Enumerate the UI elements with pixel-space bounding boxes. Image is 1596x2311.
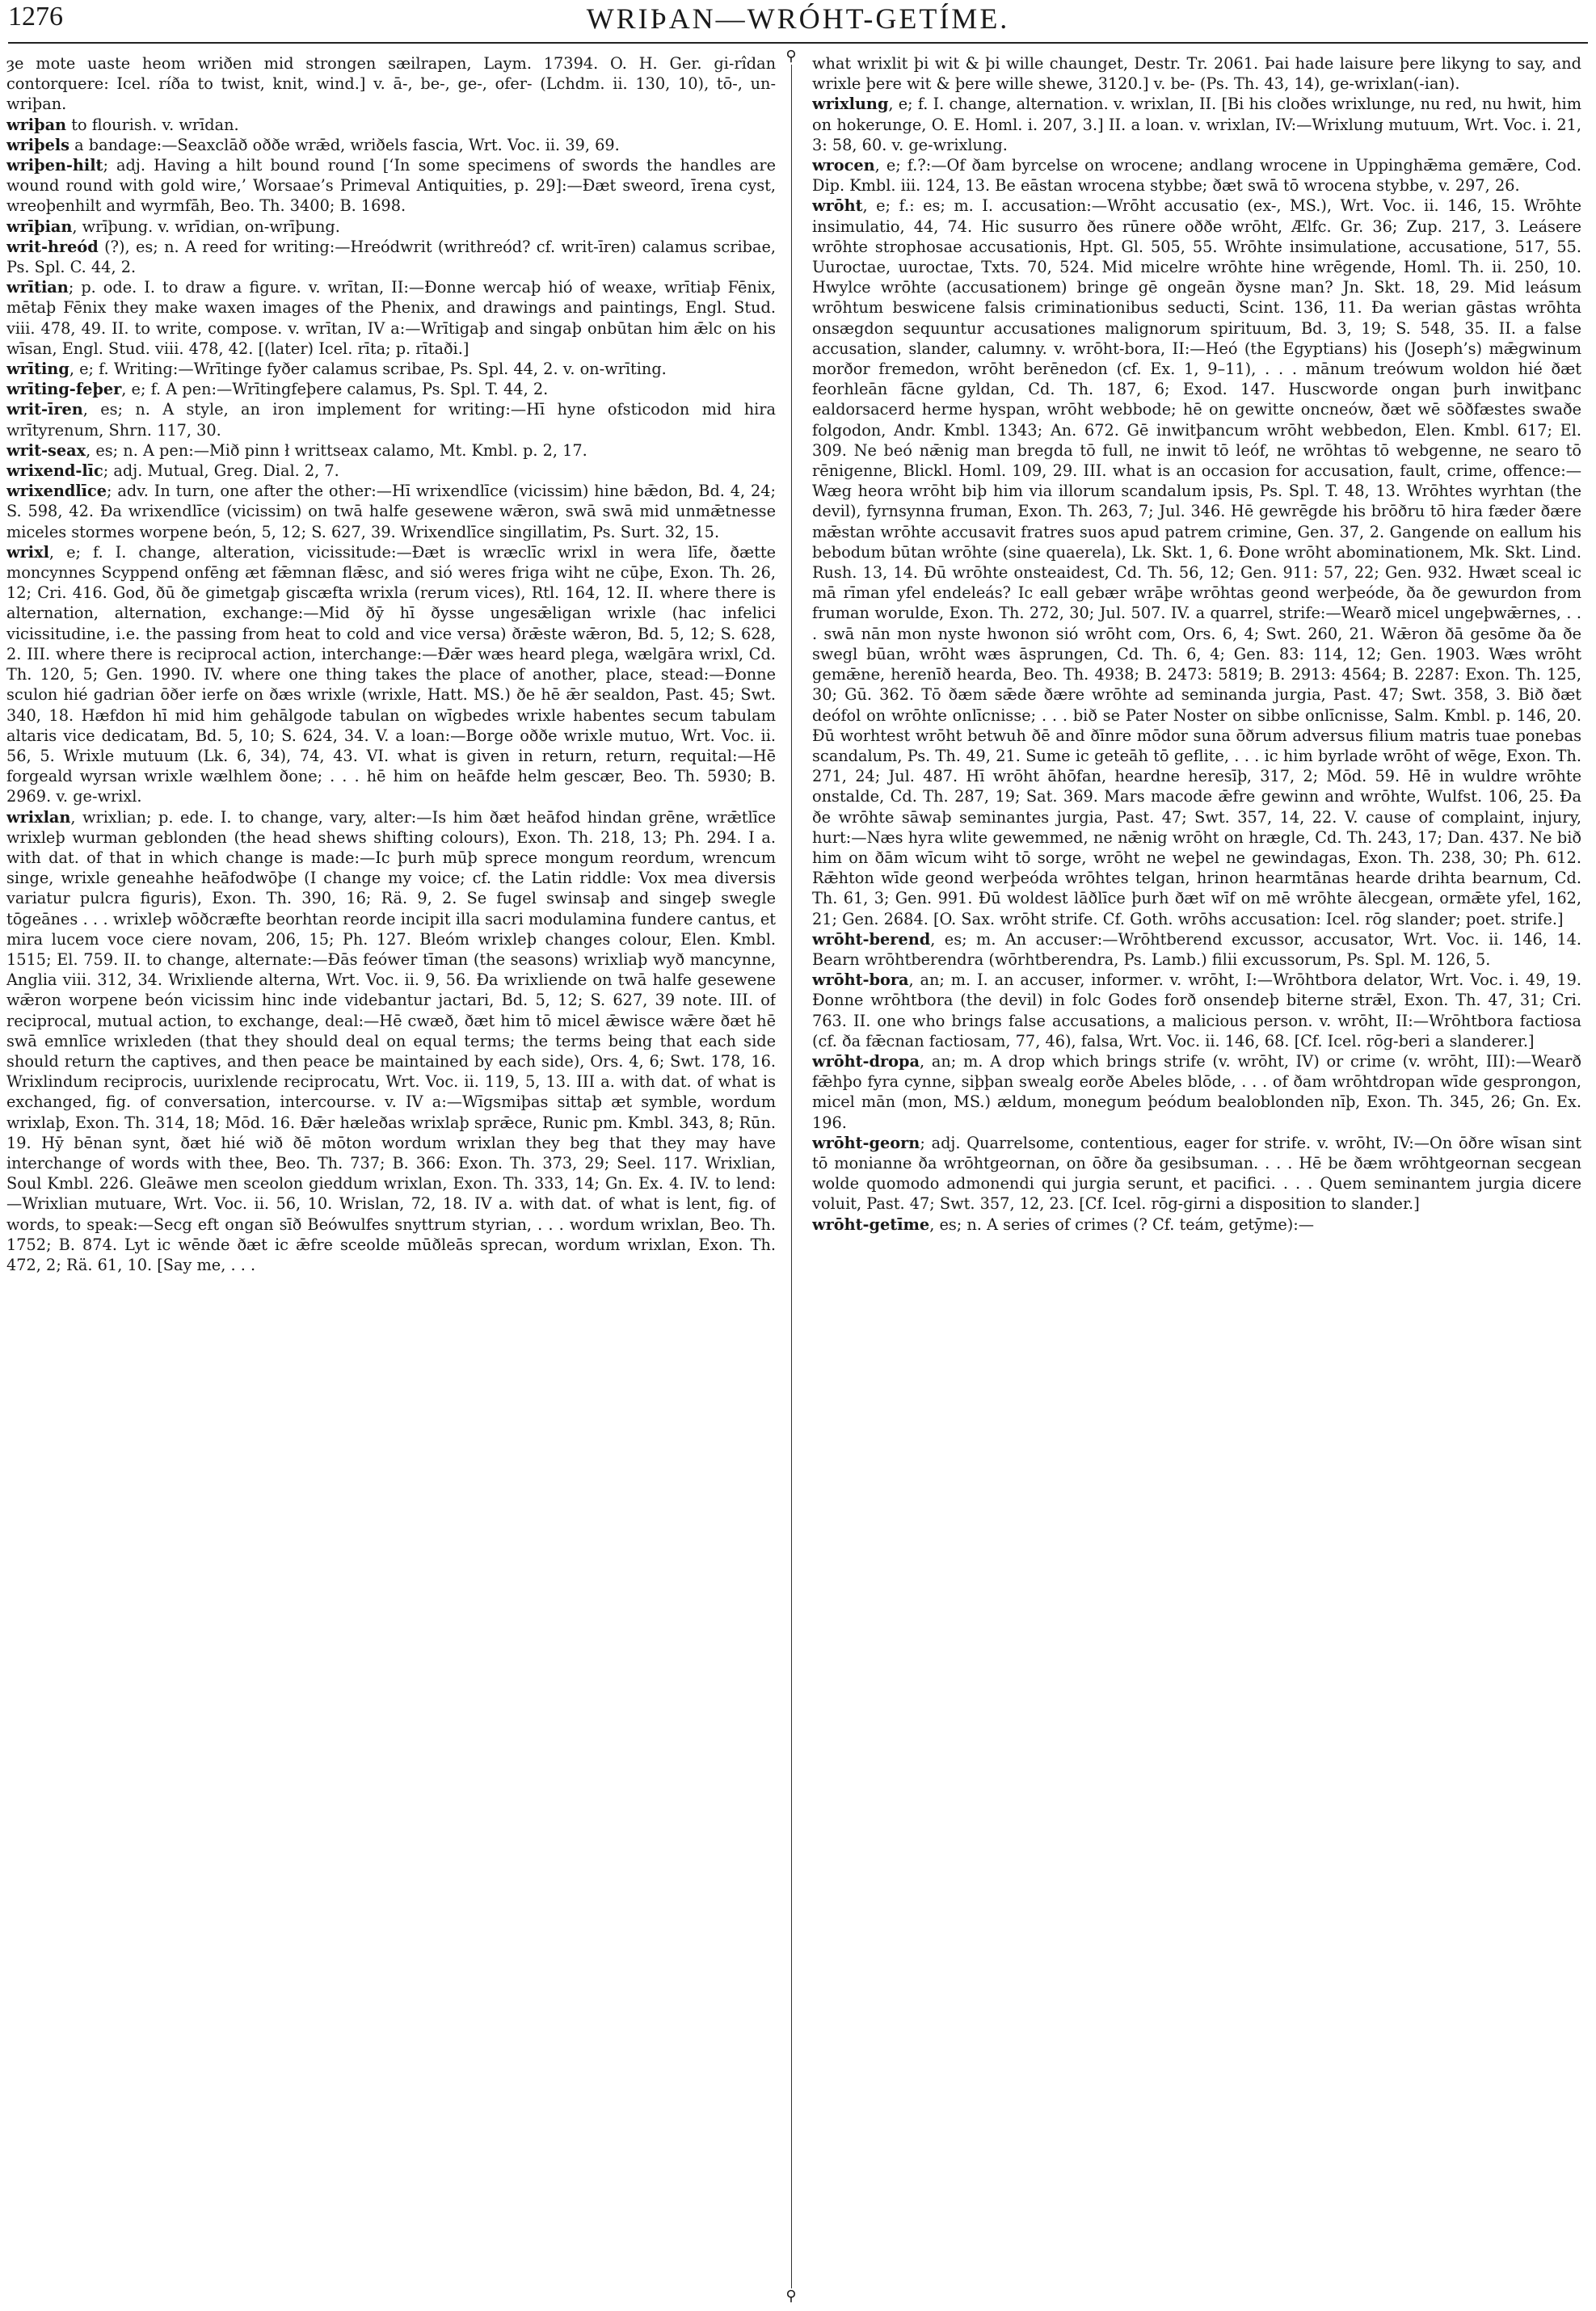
entry-headword: writ-seax	[6, 440, 86, 460]
entry-headword: wrōht-georn	[812, 1133, 920, 1152]
entry-headword: wrōht	[812, 196, 863, 216]
dictionary-entry	[6, 53, 776, 115]
entry-text: , an; m. I. an accuser, informer. v. wrōht, I:—Wrōhtbora delator, Wrt. Voc. i. 49, 19. Ðonne wrōhtbora (the devil) in folc Godes forð onsendeþ biterne strǣl, Exon. Th. 47, 31; Cri. 763. II. one who brings false accusations, a malicious person. v. wrōht, II:—Wrōhtbora factiosa (cf. ða fǣcnan factiosam, 77, 46), falsa, Wrt. Voc. ii. 146, 68. [Cf. Icel. rōg-beri a slanderer.]	[812, 970, 1581, 1050]
dictionary-entry	[6, 807, 776, 1276]
dictionary-entry	[6, 359, 776, 379]
entry-text: , e; f.?:—Of ðam byrcelse on wrocene; andlang wrocene in Uppinghǣma gemǣre, Cod. Dip. Kmbl. iii. 124, 13. Be eāstan wrocena stybbe; ðæt swā tō wrocena stybbe, v. 297, 26.	[812, 156, 1581, 196]
entry-text: , wrīþung. v. wrīdian, on-wrīþung.	[72, 217, 340, 236]
entry-headword: wriþen-hilt	[6, 156, 103, 175]
entry-text: , es; m. An accuser:—Wrōhtberend excussor, accusator, Wrt. Voc. ii. 146, 14. Bearn wrōhtberendra (wōrhtberendra, Ps. Lamb.) filii excussorum, Ps. Spl. M. 126, 5.	[812, 929, 1581, 969]
dictionary-entry	[6, 461, 776, 481]
entry-text: ; adv. In turn, one after the other:—Hī wrixendlīce (vicissim) hine bǣdon, Bd. 4, 24; S. 598, 42. Ða wrixendlīce (vicissim) on twā halfe gesewene wǣron, swā swā mid unmǣtnesse miceles stormes worpene beón, 5, 12; S. 627, 39. Wrixendlīce singillatim, Ps. Surt. 32, 15.	[6, 482, 776, 541]
entry-headword: writ-hreód	[6, 237, 99, 256]
dictionary-entry	[6, 440, 776, 461]
entry-headword: wrixendlīce	[6, 482, 107, 501]
entry-text: ; adj. Quarrelsome, contentious, eager for strife. v. wrōht, IV:—On ōðre wīsan sint tō monianne ða wrōhtgeornan, on ōðre ða gesibsuman. . . . Hē be ðæm wrōhtgeornan secgean wolde quomodo admonendi qui jurgia serunt, et pacifici. . . . Quem seminantem jurgia dicere voluit, Past. 47; Swt. 357, 12, 23. [Cf. Icel. rōg-girni a disposition to slander.]	[812, 1133, 1581, 1214]
dictionary-entry	[812, 53, 1581, 94]
dictionary-entry	[6, 237, 776, 277]
dictionary-entry	[6, 135, 776, 155]
entry-headword: wrīting-feþer	[6, 380, 122, 399]
entry-text: ȝe mote uaste heom wriðen mid strongen sæilrapen, Laym. 17394. O. H. Ger. gi-rîdan contorquere: Icel. ríða to twist, knit, wind.] v. ā-, be-, ge-, ofer- (Lchdm. ii. 130, 10), tō-, un-wriþan.	[6, 54, 776, 114]
entry-headword: wrixl	[6, 542, 49, 562]
entry-headword: wrōht-dropa	[812, 1051, 920, 1071]
dictionary-entry	[812, 1051, 1581, 1133]
entry-text: , e; f. I. change, alteration, vicissitude:—Ðæt is wræclīc wrixl in wera līfe, ðætte moncynnes Scyppend onfēng æt fǣmnan flǣsc, and sió weres friga wiht ne cūþe, Exon. Th. 26, 12; Cri. 416. God, ðū ðe gimetgaþ giscæfta wrixla (rerum vices), Rtl. 164, 12. II. where there is alternation, alternation, exchange:—Mid ðȳ hī ðysse ungesǣligan wrixle (hac infelici vicissitudine, i.e. the passing from heat to cold and vice versa) ðrǣste wǣron, Bd. 5, 12; S. 628, 2. III. where there is reciprocal action, interchange:—Ðǣr wæs heard plega, wælgāra wrixl, Cd. Th. 120, 5; Gen. 1990. IV. where one thing takes the place of another, place, stead:—Ðonne sculon hié gadrian ōðer ierfe on ðæs wrixle (wrixle, Hatt. MS.) ðe hē ǣr sealdon, Past. 45; Swt. 340, 18. Hæfdon hī mid him gehālgode tabulan on wīgbedes wrixle habentes secum tabulam altaris vice dedicatam, Bd. 5, 10; S. 624, 34. V. a loan:—Borge oððe wrixle mutuo, Wrt. Voc. ii. 56, 5. Wrixle mutuum (Lk. 6, 34), 74, 43. VI. what is given in return, return, requital:—Hē forgeald wyrsan wrixle wælhlem ðone; . . . hē him on heāfde helm gescær, Beo. Th. 5930; B. 2969. v. ge-wrixl.	[6, 542, 776, 806]
entry-text: , es; n. A style, an iron implement for writing:—Hī hyne ofsticodon mid hira wrītyrenum, Shrn. 117, 30.	[6, 400, 776, 440]
entry-headword: wrīting	[6, 360, 69, 379]
entry-text: , e; f. Writing:—Wrītinge fyðer calamus scribae, Ps. Spl. 44, 2. v. on-wrīting.	[69, 360, 667, 379]
entry-headword: wriþels	[6, 135, 70, 154]
dictionary-entry	[812, 1214, 1581, 1235]
running-head: WRIÞAN—WRÓHT-GETÍME.	[586, 2, 1010, 35]
dictionary-entry	[6, 217, 776, 237]
entry-headword: wrītian	[6, 278, 69, 297]
dictionary-entry	[6, 277, 776, 359]
dictionary-entry	[812, 970, 1581, 1051]
entry-text: , wrixlian; p. ede. I. to change, vary, alter:—Is him ðæt heāfod hindan grēne, wrǣtlīce wrixleþ wurman geblonden (the head shews shifting colours), Exon. Th. 218, 13; Ph. 294. I a. with dat. of that in which change is made:—Ic þurh mūþ sprece mongum reordum, wrencum singe, wrixle geneahhe heāfodwōþe (I change my voice; cf. the Latin riddle: Vox mea diversis variatur pulcra figuris), Exon. Th. 390, 16; Rä. 9, 2. Se fugel swinsaþ and singeþ swegle tōgeānes . . . wrixleþ wōðcræfte beorhtan reorde incipit illa sacri modulamina fundere cantus, et mira lucem voce ciere novam, 206, 15; Ph. 127. Bleóm wrixleþ changes colour, Elen. Kmbl. 1515; El. 759. II. to change, alternate:—Ðās feówer tīman (the seasons) wrixliaþ wyð mancynne, Anglia viii. 312, 34. Wrixliende alterna, Wrt. Voc. ii. 9, 56. Ða wrixliende on twā halfe gesewene wǣron worpene beón vicissim hinc inde videbantur jactari, Bd. 5, 12; S. 627, 39 note. III. of reciprocal, mutual action, to exchange, deal:—Hē cwæð, ðæt him tō micel ǣwisce wǣre ðæt hē swā emnlīce wrixleden (that they should deal on equal terms; the terms being that each side should return the captives, and then peace be maintained by each side), Ors. 4, 6; Swt. 178, 16. Wrixlindum reciprocis, uurixlende reciprocatu, Wrt. Voc. ii. 119, 5, 13. III a. with dat. of what is exchanged, fig. of conversation, intercourse. v. IV a:—Wīgsmiþas sittaþ æt symble, wordum wrixlaþ, Exon. Th. 314, 18; Mōd. 16. Ðǣr hæleðas wrixlaþ sprǣce, Runic pm. Kmbl. 343, 8; Rūn. 19. Hȳ bēnan synt, ðæt hié wið ðē mōton wordum wrixlan they beg that they may have interchange of words with thee, Beo. Th. 737; B. 366: Exon. Th. 373, 29; Seel. 117. Wrixlian, Soul Kmbl. 226. Gleāwe men sceolon gieddum wrixlan, Exon. Th. 333, 14; Gn. Ex. 4. IV. to lend:—Wrixlian mutuare, Wrt. Voc. ii. 56, 10. Wrislan, 72, 18. IV a. with dat. of what is lent, fig. of words, to speak:—Secg eft ongan sīð Beówulfes snyttrum styrian, . . . wordum wrixlan, Beo. Th. 1752; B. 874. Lyt ic wēnde ðæt ic ǣfre sceolde mūðleās sprecan, wordum wrixlan, Exon. Th. 472, 2; Rä. 61, 10. [Say me, . . .	[6, 807, 776, 1274]
entry-headword: wrīþian	[6, 217, 73, 236]
dictionary-entry	[6, 115, 776, 135]
entry-text: ; adj. Having a hilt bound round [‘In some specimens of swords the handles are wound round with gold wire,’ Worsaae’s Primeval Antiquities, p. 29]:—Ðæt sweord, īrena cyst, wreoþenhilt and wyrmfāh, Beo. Th. 3400; B. 1698.	[6, 156, 776, 216]
entry-headword: wrōht-getīme	[812, 1214, 930, 1234]
entry-text: ; p. ode. I. to draw a figure. v. wrītan, II:—Ðonne wercaþ hió of weaxe, wrītiaþ Fēnix, mētaþ Fēnix they make waxen images of the Phenix, and drawings and paintings, Engl. Stud. viii. 478, 49. II. to write, compose. v. wrītan, IV a:—Wrītigaþ and singaþ onbūtan him ǣlc on his wīsan, Engl. Stud. viii. 478, 42. [(later) Icel. rīta; p. rītaði.]	[6, 278, 776, 358]
entry-text: , e; f.: es; m. I. accusation:—Wrōht accusatio (ex-, MS.), Wrt. Voc. ii. 146, 15. Wrōhte insimulatio, 44, 74. Hic susurro ðes rūnere oððe wrōht, Ælfc. Gr. 36; Zup. 217, 3. Leásere wrōhte strophosae accusationis, Hpt. Gl. 505, 55. Wrōhte insimulatione, accusatione, 517, 55. Uuroctae, uuroctae, Txts. 70, 524. Mid micelre wrōhte hine wrēgende, Homl. Th. ii. 250, 10. Hwylce wrōhte (accusationem) bringe gē ongeān ðysne man? Jn. Skt. 18, 29. Mid leásum wrōhtum beswicene falsis criminationibus seducti, Scint. 136, 11. Ða werian gāstas wrōhta onsægdon sequuntur accusationes malignorum spirituum, Bd. 3, 19; S. 548, 35. II. a false accusation, slander, calumny. v. wrōht-bora, II:—Heó (the Egyptians) his (Joseph’s) mǣgwinum morðor fremedon, wrōht berēnedon (cf. Ex. 1, 9–11), . . . mānum treówum woldon hié ðæt feorhleān fācne gyldan, Cd. Th. 187, 6; Exod. 147. Huscworde ongan þurh inwitþanc ealdorsacerd herme hyspan, wrōht webbode; hē on gewitte oncneów, ðæt wē sōðfæstes swaðe folgodon, Andr. Kmbl. 1343; An. 672. Gē inwitþancum wrōht webbedon, Elen. Kmbl. 617; El. 309. Ne beó nǣnig man bregda tō full, ne inwit tō leóf, ne wrōhtas tō webgenne, ne searo tō rēnigenne, Blickl. Homl. 109, 29. III. what is an occasion for accusation, fault, crime, offence:—Wæg heora wrōht biþ him via illorum scandalum ipsis, Ps. Spl. T. 48, 13. Wrōhtes wyrhtan (the devil), fyrnsynna fruman, Exon. Th. 263, 7; Jul. 346. Hē gewrēgde his brōðru tō hira fæder ðære mǣstan wrōhte accusavit fratres suos apud patrem crimine, Gen. 37, 2. Gangende on eallum his bebodum būtan wrōhte (sine quaerela), Lk. Skt. 1, 6. Ðone wrōht abominationem, Mk. Skt. Lind. Rush. 13, 14. Ðū wrōhte onsteaidest, Cd. Th. 56, 12; Gen. 911: 57, 22; Gen. 932. Hwæt sceal ic mā rīman yfel endeleás? Ic eall gebær wrāþe wrōhtas geond werþeóde, ða ðe gewurdon from fruman woruldе, Exon. Th. 272, 30; Jul. 507. IV. a quarrel, strife:—Wearð micel ungeþwǣrnes, . . . swā nān mon nyste hwonon sió wrōht com, Ors. 6, 4; Swt. 260, 21. Wǣron ðā gesōme ða ðe swegl būan, wrōht wæs āsprungen, Cd. Th. 6, 4; Gen. 83: 114, 12; Gen. 1903. Wæs wrōht gemǣne, herenīð hearda, Beo. Th. 4938; B. 2473: 5819; B. 2913: 4564; B. 2287: Exon. Th. 125, 30; Gū. 362. Tō ðæm sǣde ðære wrōhte ad seminanda jurgia, Past. 47; Swt. 358, 3. Bið ðæt deófol on wrōhte onlīcnisse; . . . bið se Pater Noster on sibbe onlīcnisse, Salm. Kmbl. p. 146, 20. Ðū worhtest wrōht betwuh ðē and ðīnre mōdor suna ōðrum adversus filium matris tuae ponebas scandalum, Ps. Th. 49, 21. Sume ic geteāh tō geflite, . . . ic him byrlade wrōht of wēge, Exon. Th. 271, 24; Jul. 487. Hī wrōht āhōfan, heardne heresīþ, 317, 2; Mōd. 59. Hē in wuldre wrōhte onstalde, Cd. Th. 287, 19; Sat. 369. Mars macode ǣfre gewinn and wrōhte, Wulfst. 106, 25. Ða ðe wrōhte sāwaþ seminantes jurgia, Past. 47; Swt. 357, 14, 22. V. cause of complaint, injury, hurt:—Næs hyra wlite gewemmed, ne nǣnig wrōht on hrægle, Cd. Th. 243, 17; Dan. 437. Ne bið him on ðām wīcum wiht tō sorge, wrōht ne weþel ne gewindagas, Exon. Th. 238, 30; Ph. 612. Rǣhton wīde geond werþeóda wrōhtes telgan, hrinon hearmtānas hearde drihta bearnum, Cd. Th. 61, 3; Gen. 991. Ðū woldest lāðlīce þurh ðæt wīf on mē wrōhte ālecgean, ormǣte yfel, 162, 21; Gen. 2684. [O. Sax. wrōht strife. Cf. Goth. wrōhs accusation: Icel. rōg slander; poet. strife.]	[812, 196, 1581, 928]
entry-headword: wrixlung	[812, 95, 889, 114]
entry-text: , e; f. I. change, alternation. v. wrixlan, II. [Bi his cloðes wrixlunge, nu red, nu hwit, him on hokerunge, O. E. Homl. i. 207, 3.] II. a loan. v. wrixlan, IV:—Wrixlung mutuum, Wrt. Voc. i. 21, 3: 58, 60. v. ge-wrixlung.	[812, 95, 1581, 154]
entry-text: what wrixlit þi wit & þi wille chaunget, Destr. Tr. 2061. Þai hade laisure þere likyng to say, and wrixle þere wit & þere wille shewe, 3120.] v. be- (Ps. Th. 43, 14), ge-wrixlan(-ian).	[812, 54, 1581, 94]
entry-text: ; adj. Mutual, Greg. Dial. 2, 7.	[103, 461, 339, 481]
entry-text: , an; m. A drop which brings strife (v. wrōht, IV) or crime (v. wrōht, III):—Wearð fǣhþo fyra cynne, siþþan swealg eorðe Abeles blōde, . . . of ðam wrōhtdropan wīde gesprongon, micel mān (mon, MS.) ældum, monegum þeódum bealoblonden nīþ, Exon. Th. 345, 26; Gn. Ex. 196.	[812, 1051, 1581, 1132]
header-rule	[8, 42, 1588, 44]
page-number: 1276	[8, 2, 63, 32]
divider-ornament-top-icon: ⚲	[783, 48, 799, 65]
entry-text: a bandage:—Seaxclāð oððe wrǣd, wriðels fascia, Wrt. Voc. ii. 39, 69.	[69, 135, 620, 154]
entry-text: (?), es; n. A reed for writing:—Hreódwrit (writhreód? cf. writ-īren) calamus scribae, Ps. Spl. C. 44, 2.	[6, 237, 776, 277]
dictionary-entry	[812, 94, 1581, 155]
entry-text: , es; n. A series of crimes (? Cf. teám, getȳme):—	[929, 1214, 1315, 1234]
entry-text: to flourish. v. wrīdan.	[66, 115, 239, 134]
entry-headword: wrixlan	[6, 807, 71, 827]
entry-headword: wrixend-līc	[6, 461, 103, 481]
dictionary-entry	[6, 542, 776, 807]
entry-headword: wrōht-bora	[812, 970, 909, 990]
right-column	[812, 53, 1581, 2284]
dictionary-entry	[6, 379, 776, 399]
entry-text: , e; f. A pen:—Wrītingfeþere calamus, Ps. Spl. T. 44, 2.	[121, 380, 549, 399]
entry-headword: writ-īren	[6, 400, 83, 419]
page-header	[0, 0, 1596, 40]
dictionary-entry	[812, 155, 1581, 196]
dictionary-entry	[812, 196, 1581, 928]
entry-text: , es; n. A pen:—Mið pinn ł writtseax calamo, Mt. Kmbl. p. 2, 17.	[86, 440, 587, 460]
dictionary-entry	[6, 481, 776, 542]
entry-headword: wrocen	[812, 156, 875, 175]
left-column	[6, 53, 776, 2284]
entry-headword: wrōht-berend	[812, 929, 931, 949]
dictionary-entry	[812, 1133, 1581, 1214]
dictionary-entry	[6, 155, 776, 217]
column-divider	[791, 48, 792, 2303]
divider-ornament-bottom-icon: ⚲	[783, 2288, 799, 2305]
entry-headword: wriþan	[6, 115, 67, 134]
dictionary-entry	[812, 929, 1581, 970]
dictionary-entry	[6, 399, 776, 440]
